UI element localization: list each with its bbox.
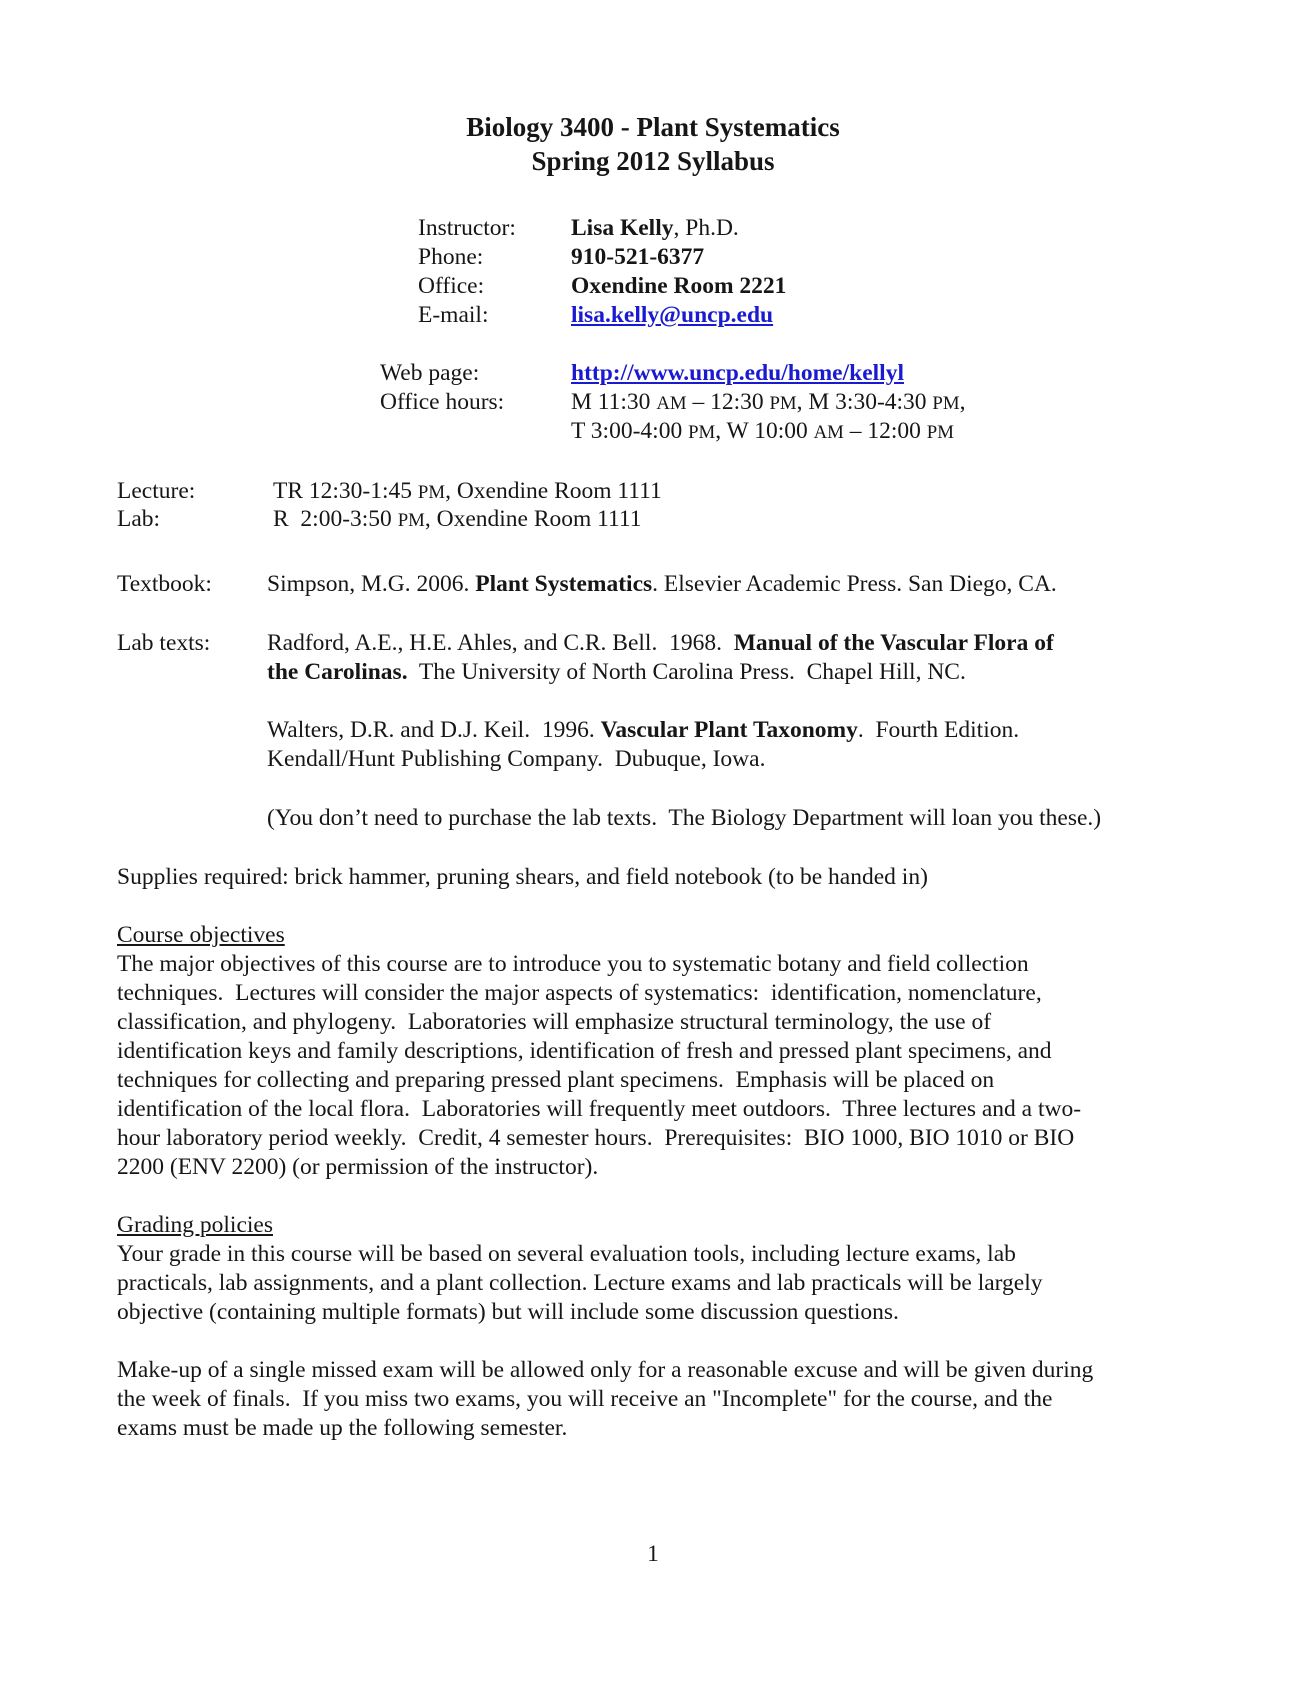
radford-title: the Carolinas. — [267, 659, 408, 685]
lab-time: R 2:00-3:50 — [273, 506, 398, 532]
walters-author: Walters, D.R. and D.J. Keil. 1996. — [267, 717, 601, 743]
walters-edition: . Fourth Edition. — [857, 717, 1020, 743]
web-page-link[interactable]: http://www.uncp.edu/home/kellyl — [571, 360, 904, 386]
objectives-line: The major objectives of this course are to introduce you to systematic botany and field collection — [117, 951, 1029, 977]
phone-value: 910-521-6377 — [571, 244, 705, 270]
document-subtitle: Spring 2012 Syllabus — [531, 146, 775, 176]
phone-label: Phone: — [418, 244, 484, 270]
hours-text: PM — [688, 422, 716, 443]
hours-text: AM — [813, 422, 844, 443]
walters-title: Vascular Plant Taxonomy — [600, 717, 858, 743]
textbook-label: Textbook: — [117, 571, 212, 597]
lab-room: , Oxendine Room 1111 — [424, 506, 642, 532]
hours-text: PM — [926, 422, 954, 443]
hours-text: PM — [932, 393, 960, 414]
objectives-line: identification keys and family descriptions, identification of fresh and pressed plant specimens, and — [117, 1038, 1052, 1064]
instructor-name: Lisa Kelly — [571, 215, 674, 241]
textbook-publisher: . Elsevier Academic Press. San Diego, CA. — [652, 571, 1057, 597]
office-hours-line1 — [571, 388, 965, 418]
textbook-title: Plant Systematics — [475, 571, 653, 597]
objectives-line: classification, and phylogeny. Laboratories will emphasize structural terminology, the use of — [117, 1009, 992, 1035]
lecture-room: , Oxendine Room 1111 — [445, 478, 662, 504]
hours-text: T 3:00-4:00 — [571, 418, 689, 444]
objectives-heading: Course objectives — [117, 922, 285, 948]
makeup-line: the week of finals. If you miss two exams, you will receive an "Incomplete" for the course, and the — [117, 1386, 1053, 1412]
lab-value — [273, 505, 642, 535]
lab-pm: PM — [397, 510, 425, 531]
hours-text: – 12:30 — [686, 389, 770, 415]
hours-text: – 12:00 — [843, 418, 927, 444]
radford-publisher: The University of North Carolina Press. Chapel Hill, NC. — [407, 659, 966, 685]
walters-citation-line1 — [267, 716, 1019, 745]
office-label: Office: — [418, 273, 485, 299]
hours-text: PM — [769, 393, 797, 414]
supplies-text: Supplies required: brick hammer, pruning shears, and field notebook (to be handed in) — [117, 864, 928, 890]
instructor-label: Instructor: — [418, 215, 516, 241]
document-title: Biology 3400 - Plant Systematics — [466, 112, 840, 142]
office-value: Oxendine Room 2221 — [571, 273, 787, 299]
lab-label: Lab: — [117, 506, 161, 532]
grading-line: Your grade in this course will be based on several evaluation tools, including lecture exams, lab — [117, 1241, 1016, 1267]
web-page-label: Web page: — [380, 360, 480, 386]
hours-text: M 11:30 — [571, 389, 657, 415]
makeup-line: Make-up of a single missed exam will be allowed only for a reasonable excuse and will be given during — [117, 1357, 1094, 1383]
page-number: 1 — [647, 1541, 659, 1567]
lecture-label: Lecture: — [117, 478, 196, 504]
email-link[interactable]: lisa.kelly@uncp.edu — [571, 302, 774, 328]
radford-citation-line1 — [267, 629, 1054, 658]
lecture-value — [273, 477, 662, 507]
office-hours-label: Office hours: — [380, 389, 505, 415]
lecture-pm: PM — [417, 482, 446, 503]
radford-title: Manual of the Vascular Flora of — [733, 630, 1054, 656]
hours-text: , — [959, 389, 966, 415]
instructor-degree: , Ph.D. — [673, 215, 739, 241]
lab-texts-note: (You don’t need to purchase the lab texts. The Biology Department will loan you these.) — [267, 805, 1102, 831]
objectives-line: identification of the local flora. Laboratories will frequently meet outdoors. Three lectures and a two- — [117, 1096, 1082, 1122]
textbook-citation — [267, 570, 1057, 599]
walters-citation-line2: Kendall/Hunt Publishing Company. Dubuque, Iowa. — [267, 746, 766, 772]
textbook-author: Simpson, M.G. 2006. — [267, 571, 476, 597]
office-hours-line2 — [571, 417, 954, 447]
grading-line: objective (containing multiple formats) but will include some discussion questions. — [117, 1299, 899, 1325]
hours-text: AM — [656, 393, 687, 414]
lab-texts-label: Lab texts: — [117, 630, 211, 656]
hours-text: , M 3:30-4:30 — [796, 389, 933, 415]
grading-line: practicals, lab assignments, and a plant collection. Lecture exams and lab practicals will be largely — [117, 1270, 1043, 1296]
grading-heading: Grading policies — [117, 1212, 273, 1238]
lecture-time: TR 12:30-1:45 — [273, 478, 418, 504]
instructor-value — [571, 214, 739, 243]
objectives-line: 2200 (ENV 2200) (or permission of the instructor). — [117, 1154, 599, 1180]
objectives-line: techniques. Lectures will consider the major aspects of systematics: identification, nomenclature, — [117, 980, 1042, 1006]
radford-author: Radford, A.E., H.E. Ahles, and C.R. Bell. 1968. — [267, 630, 734, 656]
makeup-line: exams must be made up the following semester. — [117, 1415, 568, 1441]
objectives-line: techniques for collecting and preparing pressed plant specimens. Emphasis will be placed on — [117, 1067, 995, 1093]
objectives-line: hour laboratory period weekly. Credit, 4 semester hours. Prerequisites: BIO 1000, BIO 1010 or BIO — [117, 1125, 1075, 1151]
hours-text: , W 10:00 — [715, 418, 814, 444]
email-label: E-mail: — [418, 302, 489, 328]
radford-citation-line2 — [267, 658, 966, 687]
